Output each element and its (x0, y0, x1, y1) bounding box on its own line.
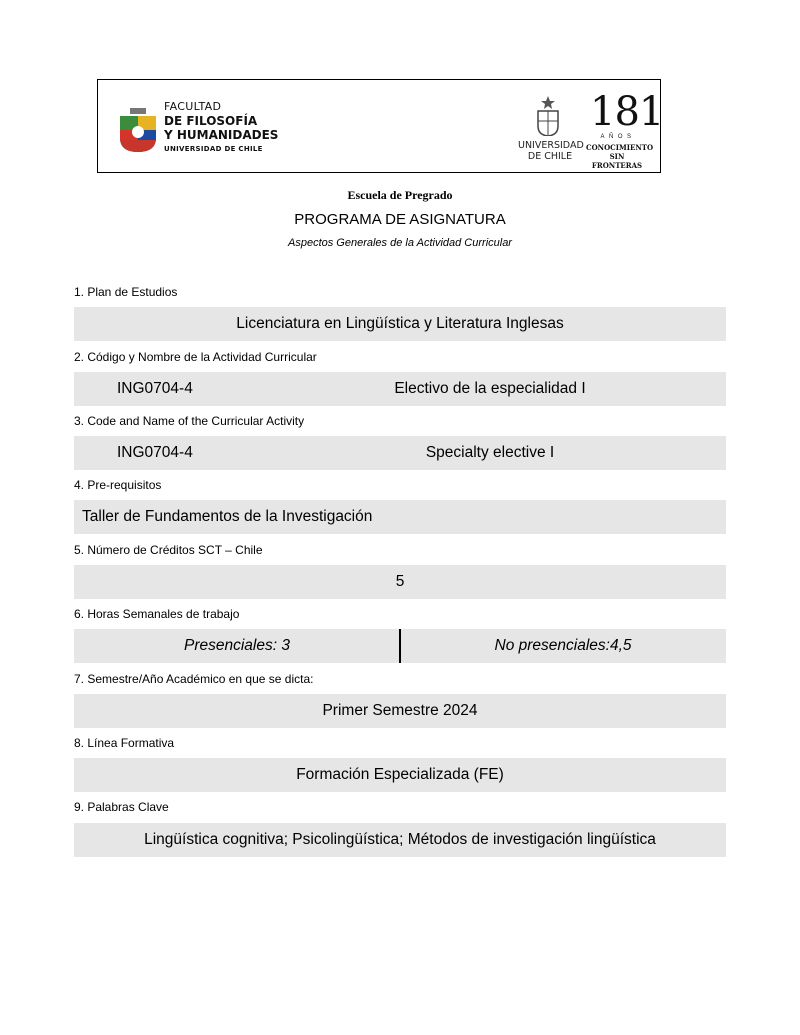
semestre-label: 7. Semestre/Año Académico en que se dicta: (74, 672, 314, 686)
anniversary-word: AÑOS (600, 134, 636, 140)
creditos-value: 5 (395, 573, 405, 590)
anniversary-number: 181 (590, 89, 664, 135)
anniversary-line-2: SIN FRONTERAS (591, 152, 643, 170)
university-line-1: UNIVERSIDAD (518, 140, 584, 151)
code-en-code: ING0704-4 (117, 444, 193, 461)
faculty-wordmark (164, 100, 278, 156)
program-title: PROGRAMA DE ASIGNATURA (294, 211, 506, 228)
plan-label: 1. Plan de Estudios (74, 285, 178, 299)
prereq-field (74, 500, 726, 534)
semestre-field (74, 694, 726, 728)
faculty-line-2: DE FILOSOFÍA (164, 114, 258, 128)
prereq-value: Taller de Fundamentos de la Investigación (82, 508, 373, 525)
horas-no-presenciales: No presenciales:4,5 (494, 637, 632, 654)
creditos-field (74, 565, 726, 599)
palabras-label: 9. Palabras Clave (74, 800, 169, 814)
codigo-name: Electivo de la especialidad I (394, 380, 586, 397)
anniversary-line-1: CONOCIMIENTO (586, 143, 654, 152)
semestre-value: Primer Semestre 2024 (322, 702, 478, 719)
palabras-field (74, 823, 726, 857)
university-line-2: DE CHILE (527, 151, 573, 162)
linea-field (74, 758, 726, 792)
program-subtitle: Aspectos Generales de la Actividad Curricular (288, 237, 512, 249)
horas-presenciales: Presenciales: 3 (184, 637, 290, 654)
codigo-label: 2. Código y Nombre de la Actividad Curricular (74, 350, 317, 364)
university-shield-icon (536, 96, 560, 136)
codigo-code: ING0704-4 (117, 380, 193, 397)
palabras-value: Lingüística cognitiva; Psicolingüística; Métodos de investigación lingüística (144, 831, 656, 848)
faculty-line-4: UNIVERSIDAD DE CHILE (164, 145, 263, 153)
anniversary-tagline (586, 143, 654, 170)
plan-value: Licenciatura en Lingüística y Literatura Inglesas (236, 315, 564, 332)
creditos-label: 5. Número de Créditos SCT – Chile (74, 543, 263, 557)
horas-field (74, 629, 726, 663)
header-logo-box (97, 79, 664, 173)
code-en-name: Specialty elective I (425, 444, 555, 461)
linea-label: 8. Línea Formativa (74, 736, 175, 750)
code-en-field (74, 436, 726, 470)
prereq-label: 4. Pre-requisitos (74, 478, 162, 492)
faculty-crest-icon (120, 108, 156, 152)
codigo-field (74, 372, 726, 406)
code-en-label: 3. Code and Name of the Curricular Activity (74, 414, 305, 428)
faculty-line-3: Y HUMANIDADES (164, 128, 279, 142)
faculty-line-1: FACULTAD (164, 100, 222, 113)
horas-label: 6. Horas Semanales de trabajo (74, 607, 240, 621)
plan-field (74, 307, 726, 341)
university-wordmark (518, 140, 582, 162)
school-title: Escuela de Pregrado (347, 188, 453, 202)
linea-value: Formación Especializada (FE) (296, 766, 504, 783)
